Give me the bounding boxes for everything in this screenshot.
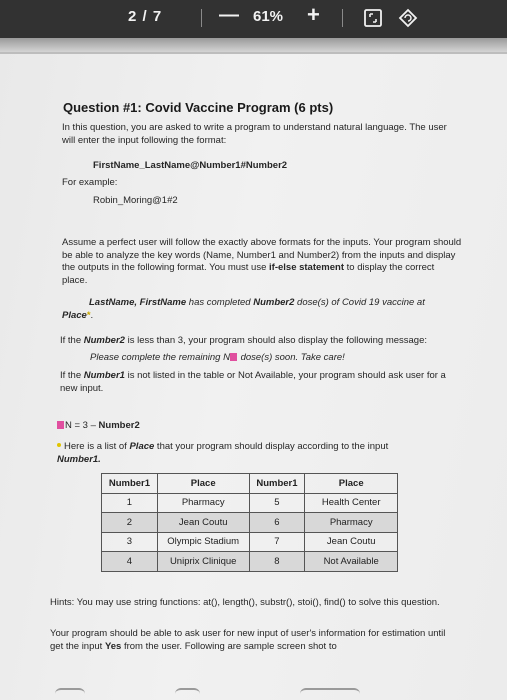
page-separator: / <box>142 8 148 25</box>
table-cell: 7 <box>249 532 305 552</box>
rotate-icon[interactable] <box>397 7 419 29</box>
table-cell: 3 <box>102 532 158 552</box>
highlight-marker-icon <box>57 421 64 429</box>
table-header: Place <box>305 474 398 494</box>
loop-paragraph: Your program should be able to ask user for new input of user's information for estimation until get the input Yes from the user. Following are sample screen shot to <box>50 628 446 652</box>
cutoff-fragment <box>175 688 200 700</box>
table-header: Number1 <box>102 474 158 494</box>
place-list-intro: Here is a list of Place that your program should display according to the input Number1. <box>57 441 389 465</box>
assumption-paragraph: Assume a perfect user will follow the exactly above formats for the inputs. Your program should be able to analyze the key words (Name, Number1 and Number2) from the inputs and display the outputs in the following format. You must use if-else statement to display the correct place. <box>62 237 462 286</box>
condition-number2: If the Number2 is less than 3, your program should also display the following message: <box>60 335 428 346</box>
n-formula: N = 3 – Number2 <box>57 420 457 433</box>
zoom-in-button[interactable]: + <box>307 2 320 27</box>
table-row <box>102 493 398 513</box>
pdf-toolbar <box>0 0 507 38</box>
zoom-out-button[interactable]: — <box>219 4 239 26</box>
table-cell: 2 <box>102 513 158 533</box>
table-cell: 5 <box>249 493 305 513</box>
place-table <box>101 473 398 572</box>
table-cell: 4 <box>102 552 158 572</box>
bullet-icon <box>57 443 61 447</box>
table-cell: Health Center <box>305 493 398 513</box>
toolbar-divider <box>342 9 343 27</box>
page-edge <box>0 52 507 54</box>
table-row <box>102 513 398 533</box>
table-cell: Pharmacy <box>305 513 398 533</box>
table-cell: Jean Coutu <box>157 513 249 533</box>
table-header: Place <box>157 474 249 494</box>
example-label: For example: <box>62 177 118 188</box>
table-row <box>102 552 398 572</box>
table-cell: Not Available <box>305 552 398 572</box>
highlight-marker-icon <box>230 353 237 361</box>
condition-number1: If the Number1 is not listed in the table or Not Available, your program should ask user for a new input. <box>60 370 446 394</box>
page-current: 2 <box>128 8 138 25</box>
table-cell: Jean Coutu <box>305 532 398 552</box>
cutoff-fragment <box>55 688 85 700</box>
table-cell: 6 <box>249 513 305 533</box>
next-content-cutoff <box>0 688 507 700</box>
reminder-message: Please complete the remaining N dose(s) soon. Take care! <box>90 352 345 363</box>
question-title: Question #1: Covid Vaccine Program (6 pts) <box>63 100 334 115</box>
table-header-row <box>102 474 398 494</box>
table-cell: 8 <box>249 552 305 572</box>
fit-page-icon[interactable] <box>364 9 382 27</box>
zoom-level: 61% <box>253 8 284 25</box>
toolbar-divider <box>201 9 202 27</box>
table-cell: Pharmacy <box>157 493 249 513</box>
intro-paragraph: In this question, you are asked to write a program to understand natural language. The user will enter the input following the format: <box>62 122 447 146</box>
page-indicator[interactable] <box>128 8 162 25</box>
input-format: FirstName_LastName@Number1#Number2 <box>93 160 288 171</box>
example-value: Robin_Moring@1#2 <box>93 195 178 206</box>
page-gap <box>0 38 507 52</box>
output-format: LastName, FirstName has completed Number2 dose(s) of Covid 19 vaccine at Place*. <box>62 297 425 321</box>
table-header: Number1 <box>249 474 305 494</box>
table-cell: Uniprix Clinique <box>157 552 249 572</box>
table-cell: Olympic Stadium <box>157 532 249 552</box>
page-total: 7 <box>152 8 163 25</box>
table-row <box>102 532 398 552</box>
table-cell: 1 <box>102 493 158 513</box>
hints-paragraph: Hints: You may use string functions: at(), length(), substr(), stoi(), find() to solve this question. <box>50 597 440 608</box>
cutoff-fragment <box>300 688 360 700</box>
